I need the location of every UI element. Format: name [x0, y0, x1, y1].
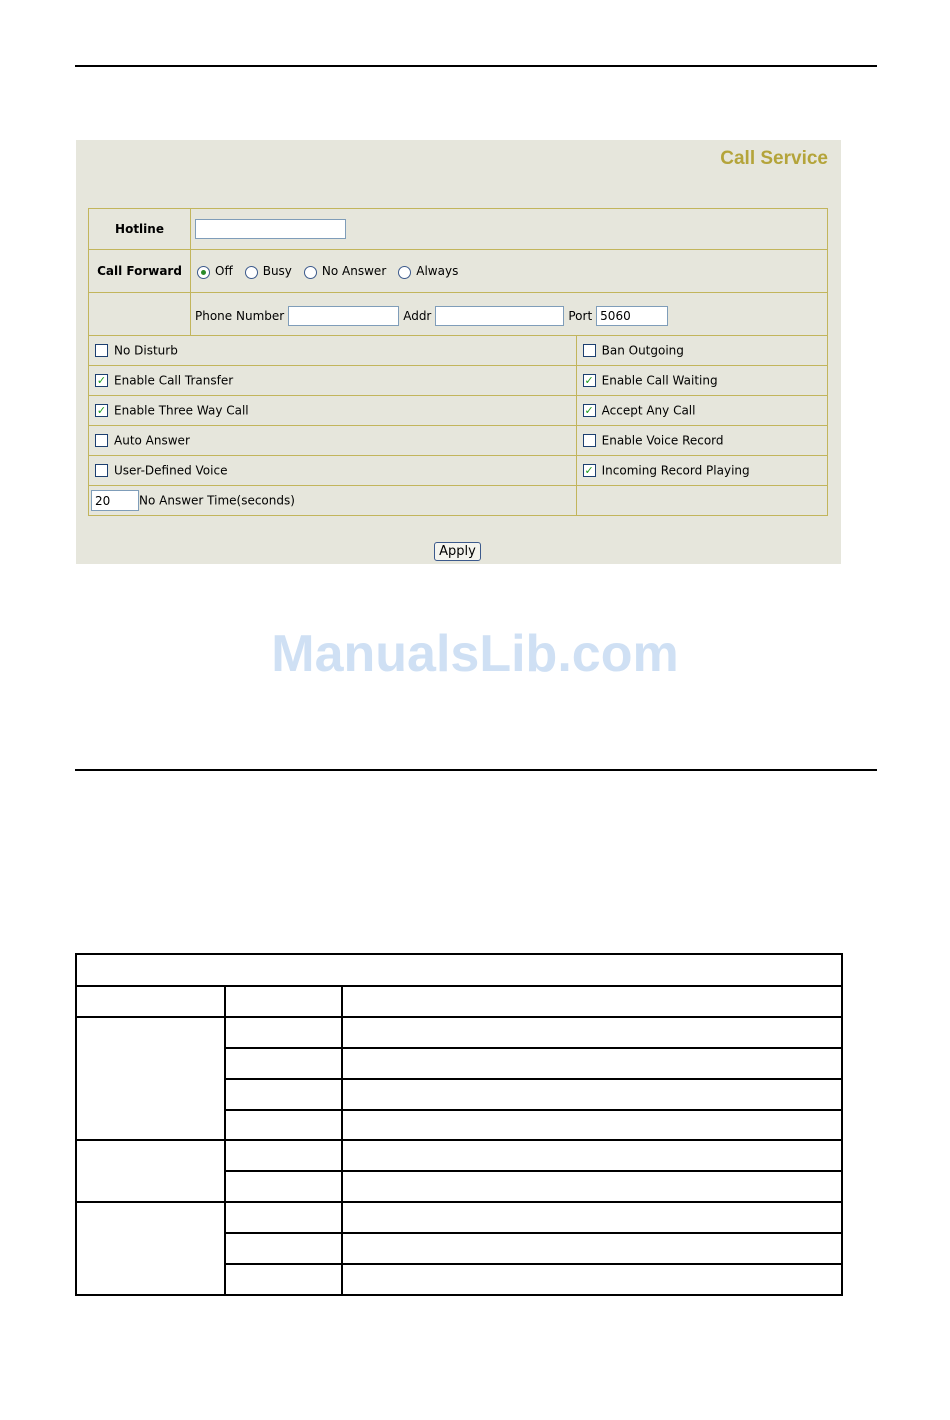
apply-button[interactable]: Apply — [434, 542, 481, 561]
checkbox[interactable]: ✓ — [584, 464, 594, 478]
forward-target-row — [195, 302, 827, 326]
call-forward-always-label: Always — [416, 264, 459, 278]
option-ban-outgoing[interactable]: Ban Outgoing — [576, 336, 827, 366]
checkbox[interactable]: ✓ — [584, 374, 594, 388]
call-forward-options — [191, 264, 827, 279]
call-service-form — [88, 208, 828, 516]
hotline-input[interactable] — [195, 219, 346, 239]
call-forward-no-answer-radio[interactable] — [304, 266, 317, 279]
no-answer-time-input[interactable] — [91, 490, 139, 511]
checkbox[interactable]: ✓ — [96, 374, 107, 388]
checkbox[interactable] — [95, 344, 108, 357]
call-forward-busy-label: Busy — [262, 264, 292, 278]
call-forward-label: Call Forward — [89, 250, 191, 293]
empty-parameter-table — [75, 953, 843, 1296]
option-enable-call-transfer[interactable]: ✓ Enable Call Transfer — [89, 366, 577, 396]
phone-number-input[interactable] — [288, 306, 399, 326]
hotline-label: Hotline — [89, 209, 191, 250]
addr-input[interactable] — [435, 306, 564, 326]
table-rule — [224, 1170, 843, 1172]
option-enable-voice-record[interactable]: Enable Voice Record — [576, 426, 827, 456]
forward-target-spacer — [89, 293, 191, 336]
table-rule — [224, 1078, 843, 1080]
table-rule — [224, 1109, 843, 1111]
table-border — [75, 1294, 843, 1296]
option-auto-answer[interactable]: Auto Answer — [89, 426, 577, 456]
table-rule — [224, 1232, 843, 1234]
port-label: Port — [568, 309, 593, 323]
option-accept-any-call[interactable]: ✓ Accept Any Call — [576, 396, 827, 426]
table-rule — [224, 1263, 843, 1265]
top-rule — [75, 65, 877, 67]
table-rule — [75, 985, 843, 987]
phone-number-label: Phone Number — [195, 309, 285, 323]
middle-rule — [75, 769, 877, 771]
table-rule — [75, 1201, 843, 1203]
empty-cell — [576, 486, 827, 516]
call-forward-off-label: Off — [215, 264, 233, 278]
option-enable-call-waiting[interactable]: ✓ Enable Call Waiting — [576, 366, 827, 396]
checkbox[interactable] — [583, 344, 596, 357]
checkbox[interactable] — [95, 464, 108, 477]
checkbox[interactable] — [583, 434, 596, 447]
call-forward-always-radio[interactable] — [398, 266, 411, 279]
no-answer-time-label: No Answer Time(seconds) — [139, 493, 295, 508]
table-rule — [224, 1047, 843, 1049]
option-incoming-record-playing[interactable]: ✓ Incoming Record Playing — [576, 456, 827, 486]
table-border — [75, 953, 843, 955]
table-rule — [75, 1139, 843, 1141]
panel-title: Call Service — [720, 148, 828, 169]
option-enable-three-way-call[interactable]: ✓ Enable Three Way Call — [89, 396, 577, 426]
port-input[interactable] — [596, 306, 668, 326]
option-no-disturb[interactable]: No Disturb — [89, 336, 577, 366]
call-forward-busy-radio[interactable] — [245, 266, 258, 279]
table-border — [841, 953, 843, 1296]
checkbox[interactable] — [95, 434, 108, 447]
table-border — [75, 953, 77, 1296]
call-service-panel — [76, 140, 841, 564]
table-rule — [75, 1016, 843, 1018]
watermark: ManualsLib.com — [271, 625, 679, 683]
call-forward-off-radio[interactable] — [197, 266, 210, 279]
checkbox[interactable]: ✓ — [96, 404, 107, 418]
checkbox[interactable]: ✓ — [584, 404, 594, 418]
addr-label: Addr — [403, 309, 432, 323]
call-forward-no-answer-label: No Answer — [321, 264, 387, 278]
option-user-defined-voice[interactable]: User-Defined Voice — [89, 456, 577, 486]
